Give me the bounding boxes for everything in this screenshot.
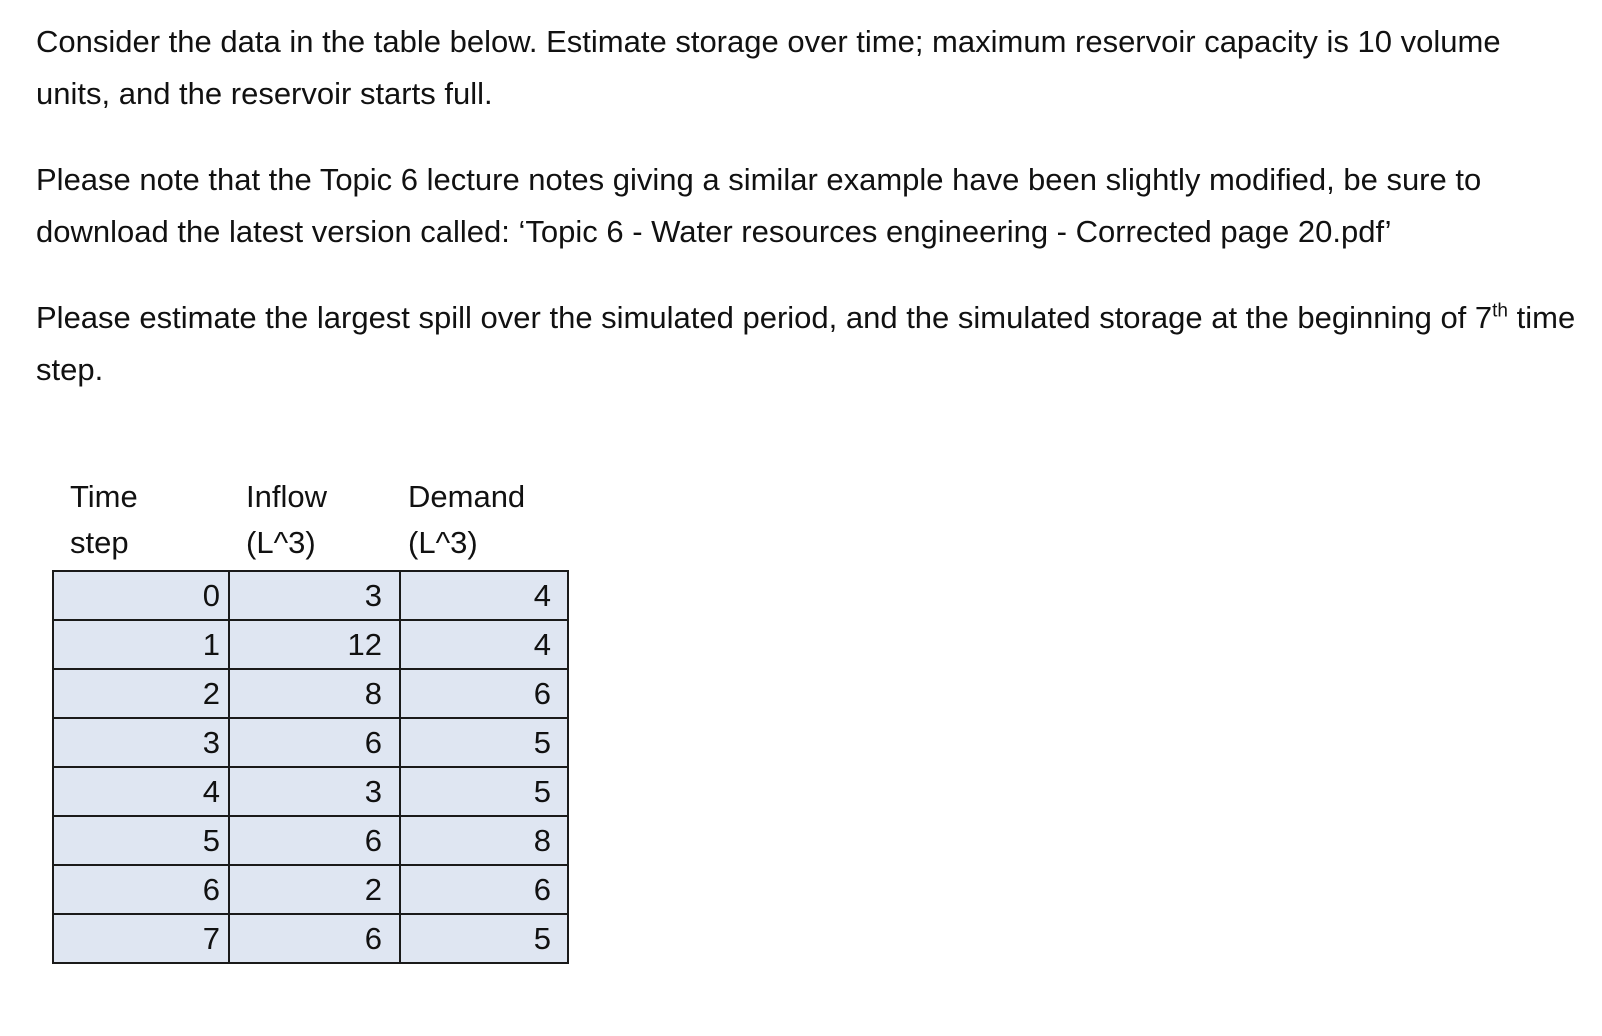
header-inflow-line1: Inflow	[246, 479, 327, 514]
time-cell: 0	[53, 571, 229, 620]
header-inflow-line2: (L^3)	[246, 525, 316, 560]
question-paragraph	[36, 292, 1576, 396]
inflow-cell: 3	[229, 767, 400, 816]
demand-cell: 6	[400, 669, 568, 718]
header-demand-line2: (L^3)	[408, 525, 478, 560]
demand-cell: 4	[400, 620, 568, 669]
demand-cell: 4	[400, 571, 568, 620]
data-table-section	[52, 474, 569, 964]
time-cell: 7	[53, 914, 229, 963]
table-row	[53, 669, 568, 718]
inflow-cell: 2	[229, 865, 400, 914]
demand-cell: 8	[400, 816, 568, 865]
table-row	[53, 865, 568, 914]
data-table	[52, 570, 569, 964]
table-row	[53, 816, 568, 865]
inflow-cell: 6	[229, 816, 400, 865]
header-time-step	[70, 474, 138, 566]
demand-cell: 5	[400, 767, 568, 816]
header-time-line1: Time	[70, 479, 138, 514]
inflow-cell: 8	[229, 669, 400, 718]
table-row	[53, 620, 568, 669]
header-time-line2: step	[70, 525, 129, 560]
header-demand-line1: Demand	[408, 479, 526, 514]
ordinal-superscript: th	[1492, 300, 1509, 322]
question-text-end: time step.	[36, 300, 1576, 387]
question-text: Please estimate the largest spill over the simulated period, and the simulated storage at the beginning of 7	[36, 300, 1493, 335]
time-cell: 4	[53, 767, 229, 816]
time-cell: 3	[53, 718, 229, 767]
table-row	[53, 767, 568, 816]
header-inflow	[246, 474, 327, 566]
inflow-cell: 12	[229, 620, 400, 669]
intro-paragraph: Consider the data in the table below. Estimate storage over time; maximum reservoir capacity is 10 volume units, and the reservoir starts full.	[36, 24, 1501, 111]
demand-cell: 5	[400, 914, 568, 963]
table-row	[53, 718, 568, 767]
note-paragraph: Please note that the Topic 6 lecture notes giving a similar example have been slightly modified, be sure to download the latest version called: ‘Topic 6 - Water resources engineering - Corrected page 20.pdf’	[36, 162, 1482, 249]
inflow-cell: 6	[229, 914, 400, 963]
time-cell: 2	[53, 669, 229, 718]
table-row	[53, 914, 568, 963]
header-demand	[408, 474, 525, 566]
time-cell: 5	[53, 816, 229, 865]
time-cell: 6	[53, 865, 229, 914]
demand-cell: 5	[400, 718, 568, 767]
demand-cell: 6	[400, 865, 568, 914]
table-headers	[52, 474, 569, 570]
inflow-cell: 3	[229, 571, 400, 620]
inflow-cell: 6	[229, 718, 400, 767]
time-cell: 1	[53, 620, 229, 669]
table-row	[53, 571, 568, 620]
document-body	[36, 16, 1576, 396]
